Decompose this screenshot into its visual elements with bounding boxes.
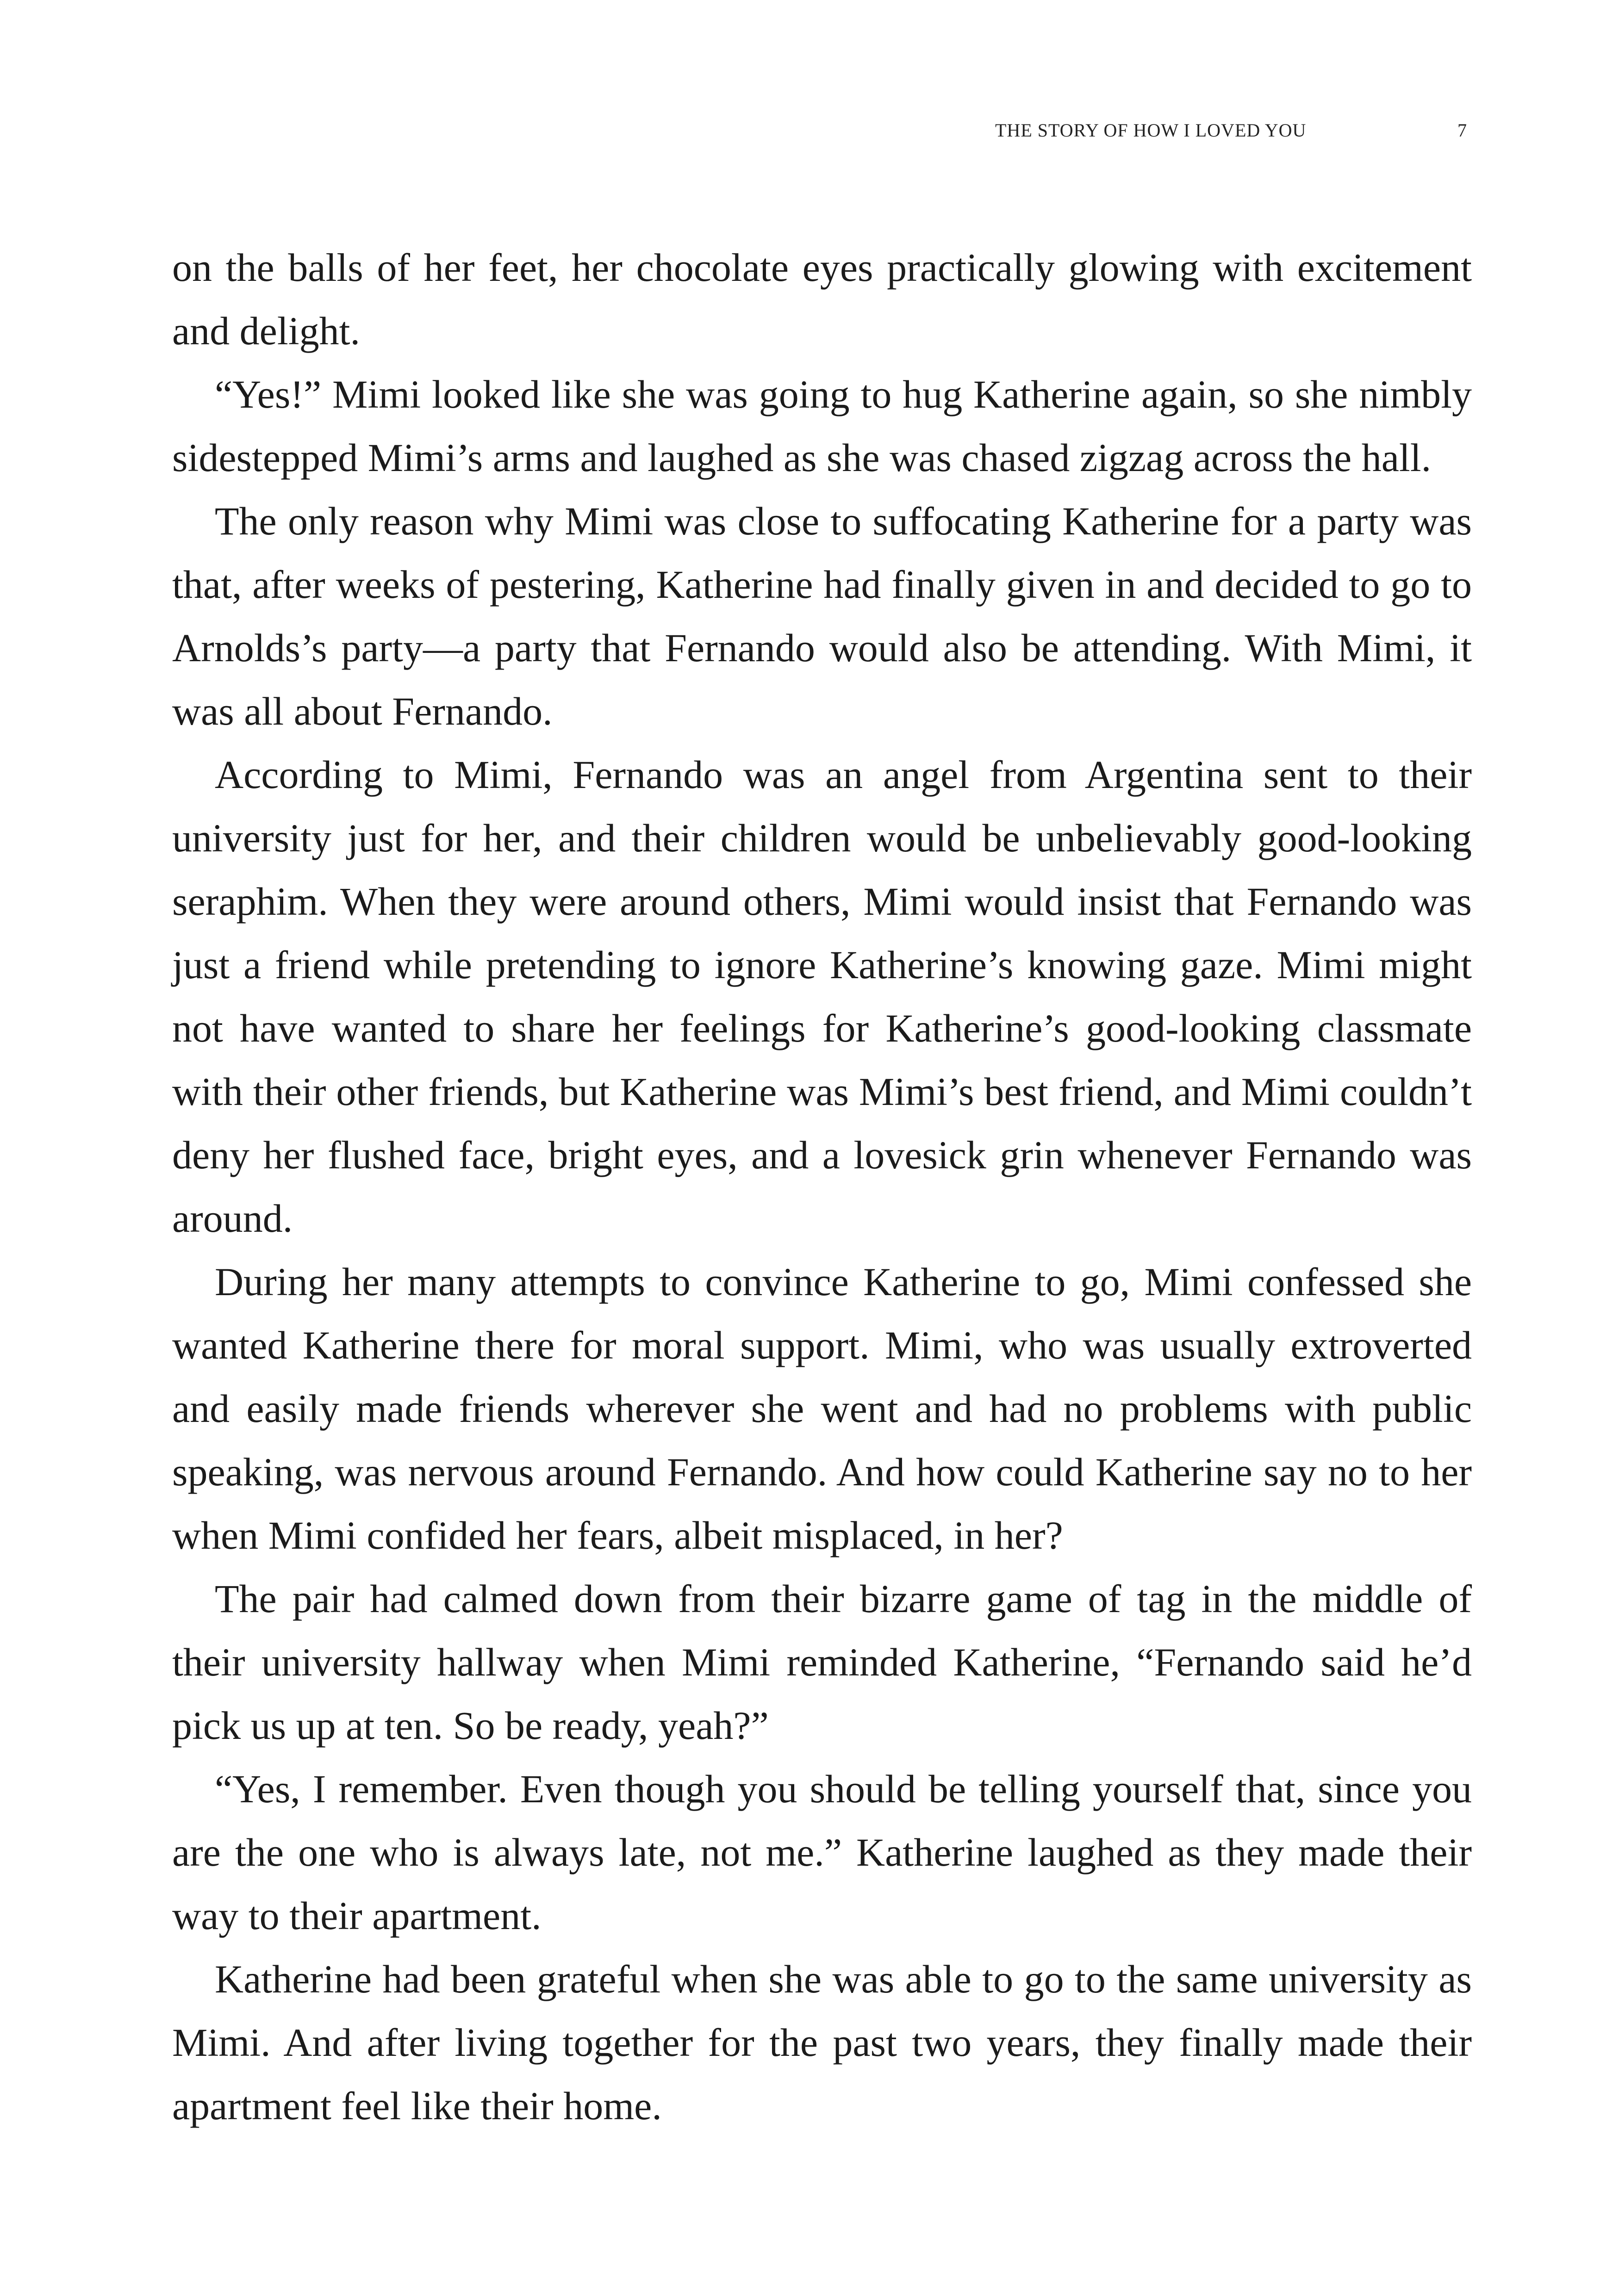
paragraph: The pair had calmed down from their bizarre game of tag in the middle of their university hallway when Mimi reminded Katherine, “Fernando said he’d pick us up at ten. So be ready, yeah?” [172,1576,1472,1748]
paragraph-continued: on the balls of her feet, her chocolate eyes practically glowing with excitement and delight. [172,245,1472,353]
page-number: 7 [1457,120,1467,141]
running-head [995,119,1467,147]
paragraph: During her many attempts to convince Katherine to go, Mimi confessed she wanted Katherine there for moral support. Mimi, who was usually extroverted and easily made friends wherever she went and had no problems with public speaking, was nervous around Fernando. And how could Katherine say no to her when Mimi confided her fears, albeit misplaced, in her? [172,1260,1472,1558]
paragraph: “Yes!” Mimi looked like she was going to hug Katherine again, so she nimbly sidestepped Mimi’s arms and laughed as she was chased zigzag across the hall. [172,372,1472,480]
paragraph: According to Mimi, Fernando was an angel from Argentina sent to their university just for her, and their children would be unbelievably good-looking seraphim. When they were around others, Mimi would insist that Fernando was just a friend while pretending to ignore Katherine’s knowing gaze. Mimi might not have wanted to share her feelings for Katherine’s good-looking classmate with their other friends, but Katherine was Mimi’s best friend, and Mimi couldn’t deny her flushed face, bright eyes, and a lovesick grin whenever Fernando was around. [172,752,1472,1241]
paragraph: Katherine had been grateful when she was able to go to the same university as Mimi. And after living together for the past two years, they finally made their apartment feel like their home. [172,1957,1472,2128]
paragraph: The only reason why Mimi was close to suffocating Katherine for a party was that, after weeks of pestering, Katherine had finally given in and decided to go to Arnolds’s party—a party that Fernando would also be attending. With Mimi, it was all about Fernando. [172,499,1472,733]
running-head-title: THE STORY OF HOW I LOVED YOU [995,120,1307,141]
paragraph: “Yes, I remember. Even though you should be telling yourself that, since you are the one who is always late, not me.” Katherine laughed as they made their way to their apartment. [172,1767,1472,1938]
body-text [172,236,1472,2138]
